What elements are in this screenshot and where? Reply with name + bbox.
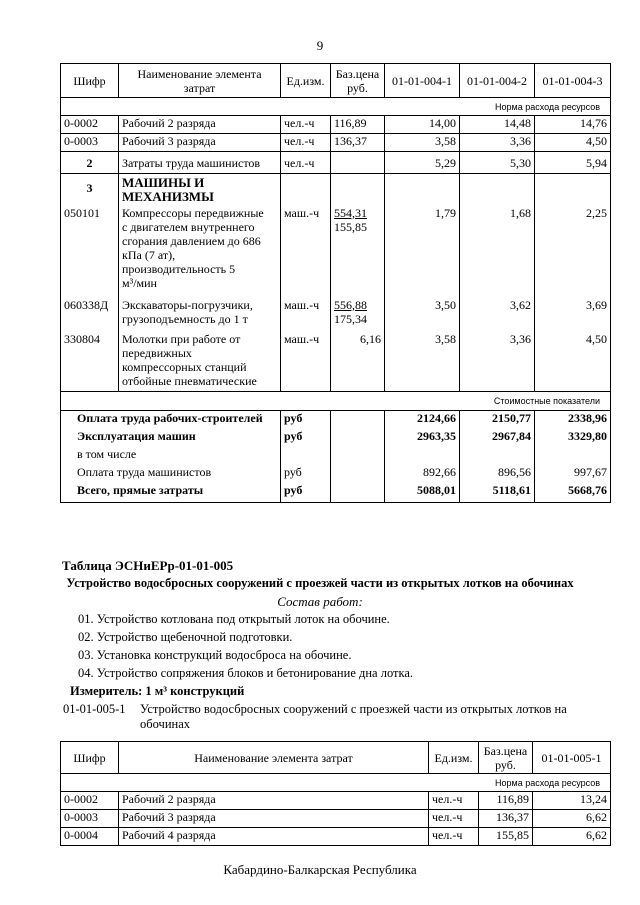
col-header-unit: Ед.изм. bbox=[281, 64, 331, 98]
work-item: 04. Устройство сопряжения блоков и бетонирование дна лотка. bbox=[78, 666, 414, 680]
table-row: 0-0002 Рабочий 2 разряда чел.-ч 116,89 14,00 14,48 14,76 bbox=[61, 116, 611, 134]
cost-row: в том числе bbox=[61, 447, 611, 465]
col-header-004-2: 01-01-004-2 bbox=[460, 64, 535, 98]
measure-unit: Измеритель: 1 м³ конструкций bbox=[70, 684, 245, 698]
table-row: 0-0004 Рабочий 4 разряда чел.-ч 155,85 6,62 bbox=[61, 828, 611, 846]
col-header-price: Баз.цена руб. bbox=[331, 64, 385, 98]
table-row: 0-0003 Рабочий 3 разряда чел.-ч 136,37 6,62 bbox=[61, 810, 611, 828]
col-header-code: Шифр bbox=[61, 64, 119, 98]
col-header-005-1: 01-01-005-1 bbox=[533, 742, 611, 774]
item-description: Устройство водосбросных сооружений с проезжей части из открытых лотков на обочинах bbox=[140, 702, 567, 731]
table-row: 330804 Молотки при работе от передвижных компрессорных станций отбойные пневматические маш.-ч 6,16 3,58 3,36 4,50 bbox=[61, 332, 611, 392]
machines-section-row: 3 МАШИНЫ И МЕХАНИЗМЫ bbox=[61, 174, 611, 206]
cost-row: Эксплуатация машин руб 2963,35 2967,84 3329,80 bbox=[61, 429, 611, 447]
page-number: 9 bbox=[316, 38, 324, 53]
col-header-name: Наименование элемента затрат bbox=[119, 64, 281, 98]
resource-table-005 bbox=[60, 741, 611, 846]
table-header-row bbox=[61, 742, 611, 774]
item-code: 01-01-005-1 bbox=[63, 702, 126, 716]
cost-row: Оплата труда машинистов руб 892,66 896,56 997,67 bbox=[61, 465, 611, 483]
section-subtitle: Устройство водосбросных сооружений с проезжей части из открытых лотков на обочинах bbox=[66, 576, 574, 590]
col-header-price: Баз.цена руб. bbox=[479, 742, 533, 774]
col-header-code: Шифр bbox=[61, 742, 119, 774]
work-item: 03. Установка конструкций водосброса на обочине. bbox=[78, 648, 352, 662]
cost-label: Стоимостные показатели bbox=[61, 392, 611, 411]
work-item: 01. Устройство котлована под открытый лоток на обочине. bbox=[78, 612, 390, 626]
col-header-name: Наименование элемента затрат bbox=[119, 742, 429, 774]
table-header-row bbox=[61, 64, 611, 98]
cost-row: Оплата труда рабочих-строителей руб 2124,66 2150,77 2338,96 bbox=[61, 411, 611, 429]
table-title: Таблица ЭСНиЕРр-01-01-005 bbox=[62, 558, 234, 573]
col-header-004-1: 01-01-004-1 bbox=[385, 64, 460, 98]
table-row: 050101 Компрессоры передвижные с двигателем внутреннего сгорания давлением до 686 кПа (7 ат), производительность 5 м³/мин маш.-ч 554,31 155,85 1,79 1,68 2,25 bbox=[61, 206, 611, 298]
norm-label: Норма расхода ресурсов bbox=[61, 98, 611, 116]
table-row: 0-0003 Рабочий 3 разряда чел.-ч 136,37 3,58 3,36 4,50 bbox=[61, 134, 611, 152]
table-row: 060338Д Экскаваторы-погрузчики, грузоподъемность до 1 т маш.-ч 556,88 175,34 3,50 3,62 3,69 bbox=[61, 298, 611, 332]
resource-table-004 bbox=[60, 63, 611, 503]
table-row: 0-0002 Рабочий 2 разряда чел.-ч 116,89 13,24 bbox=[61, 792, 611, 810]
col-header-unit: Ед.изм. bbox=[429, 742, 479, 774]
norm-label: Норма расхода ресурсов bbox=[61, 774, 611, 792]
cost-row: Всего, прямые затраты руб 5088,01 5118,61 5668,76 bbox=[61, 483, 611, 503]
machinists-row: 2 Затраты труда машинистов чел.-ч 5,29 5,30 5,94 bbox=[61, 152, 611, 174]
col-header-004-3: 01-01-004-3 bbox=[535, 64, 611, 98]
works-heading: Состав работ: bbox=[277, 594, 363, 609]
page-footer: Кабардино-Балкарская Республика bbox=[223, 862, 417, 877]
work-item: 02. Устройство щебеночной подготовки. bbox=[78, 630, 293, 644]
